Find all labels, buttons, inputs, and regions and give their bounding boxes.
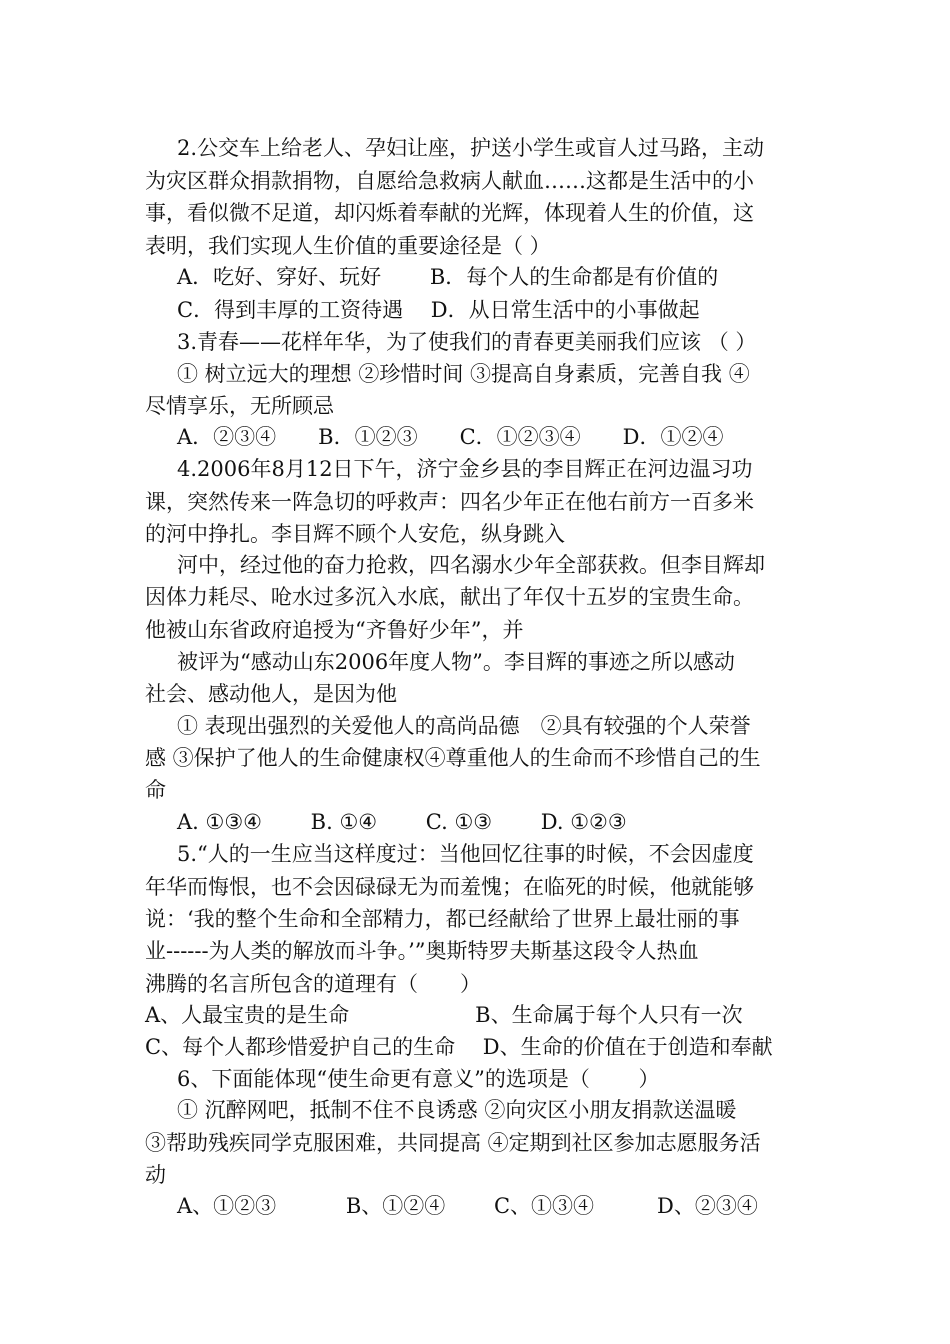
text-line: C、每个人都珍惜爱护自己的生命 D、生命的价值在于创造和奉献 <box>145 1035 773 1059</box>
text-line: 动 <box>145 1163 166 1187</box>
text-line: 因体力耗尽、呛水过多沉入水底，献出了年仅十五岁的宝贵生命。 <box>145 585 754 609</box>
text-line: ① 沉醉网吧，抵制不住不良诱惑 ②向灾区小朋友捐款送温暖 <box>177 1098 737 1122</box>
text-line: 5.“人的一生应当这样度过：当他回忆往事的时候，不会因虚度 <box>177 842 754 866</box>
text-line: C．得到丰厚的工资待遇 D．从日常生活中的小事做起 <box>177 298 700 322</box>
text-line: 命 <box>145 778 166 802</box>
text-line: 沸腾的名言所包含的道理有（ ） <box>145 972 481 996</box>
text-line: 年华而悔恨，也不会因碌碌无为而羞愧；在临死的时候，他就能够 <box>145 875 754 899</box>
text-line: ③帮助残疾同学克服困难，共同提高 ④定期到社区参加志愿服务活 <box>145 1131 761 1155</box>
text-line: A．②③④ B．①②③ C．①②③④ D．①②④ <box>177 425 724 449</box>
text-line: 为灾区群众捐款捐物，自愿给急救病人献血……这都是生活中的小 <box>145 169 754 193</box>
text-line: 感 ③保护了他人的生命健康权④尊重他人的生命而不珍惜自己的生 <box>145 746 761 770</box>
text-line: 3.青春——花样年华，为了使我们的青春更美丽我们应该 （ ） <box>177 330 757 354</box>
text-line: 的河中挣扎。李目辉不顾个人安危，纵身跳入 <box>145 522 565 546</box>
text-line: 河中，经过他的奋力抢救，四名溺水少年全部获救。但李目辉却 <box>177 553 765 577</box>
text-line: 被评为“感动山东2006年度人物”。李目辉的事迹之所以感动 <box>177 650 735 674</box>
text-line: A. ①③④ B. ①④ C. ①③ D. ①②③ <box>177 810 627 834</box>
text-line: 业------为人类的解放而斗争。’”奥斯特罗夫斯基这段令人热血 <box>145 939 699 963</box>
text-line: 2.公交车上给老人、孕妇让座，护送小学生或盲人过马路，主动 <box>177 136 765 160</box>
text-line: A、人最宝贵的是生命 B、生命属于每个人只有一次 <box>145 1003 743 1027</box>
text-line: 6、下面能体现“使生命更有意义”的选项是（ ） <box>177 1067 660 1091</box>
text-line: 4.2006年8月12日下午，济宁金乡县的李目辉正在河边温习功 <box>177 457 753 481</box>
text-line: 他被山东省政府追授为“齐鲁好少年”，并 <box>145 618 524 642</box>
text-line: A．吃好、穿好、玩好 B．每个人的生命都是有价值的 <box>177 265 719 289</box>
text-line: 课，突然传来一阵急切的呼救声：四名少年正在他右前方一百多米 <box>145 490 754 514</box>
text-line: A、①②③ B、①②④ C、①③④ D、②③④ <box>177 1194 758 1218</box>
text-line: 尽情享乐，无所顾忌 <box>145 394 334 418</box>
text-line: ① 表现出强烈的关爱他人的高尚品德 ②具有较强的个人荣誉 <box>177 714 751 738</box>
text-line: 社会、感动他人，是因为他 <box>145 682 397 706</box>
text-line: 说：‘我的整个生命和全部精力，都已经献给了世界上最壮丽的事 <box>145 907 740 931</box>
text-line: 表明，我们实现人生价值的重要途径是（ ） <box>145 234 551 258</box>
text-line: 事，看似微不足道，却闪烁着奉献的光辉，体现着人生的价值，这 <box>145 201 754 225</box>
text-line: ① 树立远大的理想 ②珍惜时间 ③提高自身素质，完善自我 ④ <box>177 362 750 386</box>
